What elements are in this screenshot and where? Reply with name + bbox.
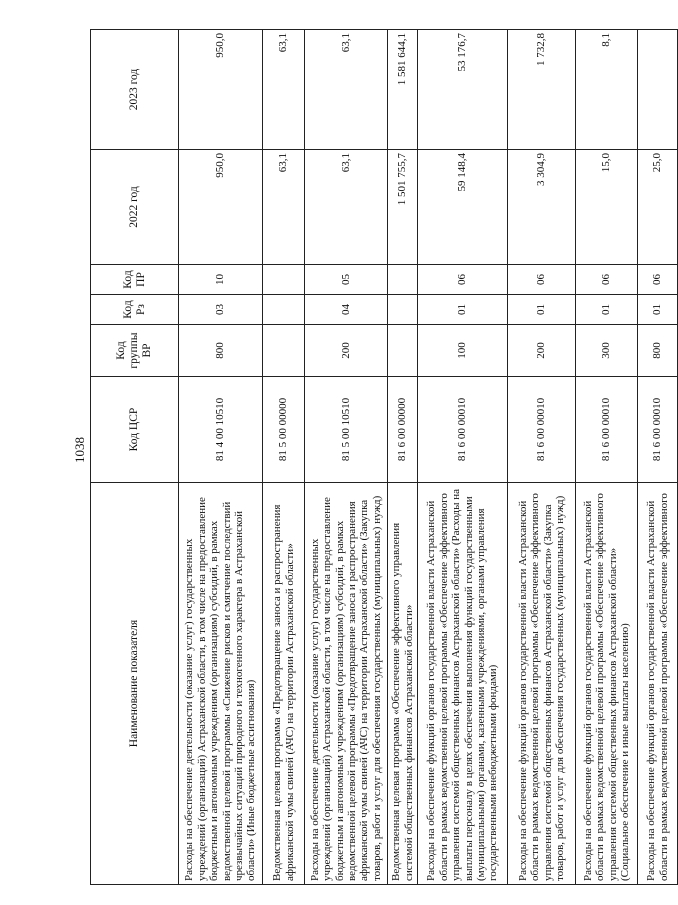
cell-name: Ведомственная целевая программа «Обеспечение эффективного управления системой общественных финансов Астраханской области» (388, 483, 418, 885)
cell-rz: 01 (576, 295, 638, 325)
cell-pr: 05 (305, 265, 388, 295)
rotated-table-wrapper (90, 30, 670, 885)
table-row (263, 30, 305, 885)
cell-name: Расходы на обеспечение функций органов государственной власти Астраханской области в рамках ведомственной целевой программы «Обеспечение эффективного управления системой общественных финансов Астраханской области» (Социальное обеспечение и иные выплаты населению) (576, 483, 638, 885)
page-number: 1038 (72, 437, 87, 463)
cell-rz: 01 (508, 295, 576, 325)
cell-name: Ведомственная целевая программа «Предотвращение заноса и распространения африканской чумы свиней (АЧС) на территории Астраханской области» (263, 483, 305, 885)
cell-name: Расходы на обеспечение функций органов государственной власти Астраханской области в рамках ведомственной целевой программы «Обеспечение эффективного управления системой общественных финансов Астраханской области» (Расходы на выплаты персоналу в целях обеспечения выполнения функций государственными (муниципальными) органами, казенными учреждениями, органами управления государственными внебюджетными фондами) (418, 483, 508, 885)
cell-pr (388, 265, 418, 295)
table-row (388, 30, 418, 885)
cell-csr: 81 6 00 00010 (638, 377, 678, 483)
table-row (576, 30, 638, 885)
cell-name: Расходы на обеспечение деятельности (оказание услуг) государственных учреждений (организаций) Астраханской области, в том числе на предоставление бюджетным и автономным учреждениям (организациям) субсидий, в рамках ведомственной целевой программы «Предотвращение заноса и распространения африканской чумы свиней (АЧС) на территории Астраханской области» (Закупка товаров, работ и услуг для обеспечения государственных (муниципальных) нужд) (305, 483, 388, 885)
cell-2023: 8,1 (576, 30, 638, 150)
cell-rz: 01 (638, 295, 678, 325)
cell-rz: 04 (305, 295, 388, 325)
cell-name: Расходы на обеспечение функций органов государственной власти Астраханской области в рамках ведомственной целевой программы «Обеспечение эффективного (638, 483, 678, 885)
header-2022: 2022 год (91, 150, 179, 265)
header-rz: Код Рз (91, 295, 179, 325)
table-row (305, 30, 388, 885)
cell-pr (263, 265, 305, 295)
cell-pr: 06 (638, 265, 678, 295)
cell-pr: 06 (576, 265, 638, 295)
cell-vr: 800 (179, 325, 263, 377)
table-row (179, 30, 263, 885)
cell-2023: 63,1 (263, 30, 305, 150)
header-2023: 2023 год (91, 30, 179, 150)
cell-pr: 06 (418, 265, 508, 295)
cell-2022: 63,1 (263, 150, 305, 265)
cell-2023: 1 732,8 (508, 30, 576, 150)
cell-csr: 81 5 00 10510 (305, 377, 388, 483)
cell-vr (388, 325, 418, 377)
table-row (418, 30, 508, 885)
cell-pr: 06 (508, 265, 576, 295)
cell-vr: 200 (305, 325, 388, 377)
table-row (638, 30, 678, 885)
budget-table (90, 29, 678, 885)
cell-vr (263, 325, 305, 377)
cell-2022: 15,0 (576, 150, 638, 265)
header-pr: Код ПР (91, 265, 179, 295)
cell-name: Расходы на обеспечение деятельности (оказание услуг) государственных учреждений (организаций) Астраханской области, в том числе на предоставление бюджетным и автономным учреждениям (организациям) субсидий, в рамках ведомственной целевой программы «Снижение рисков и смягчение последствий чрезвычайных ситуаций природного и техногенного характера в Астраханской области» (Иные бюджетные ассигнования) (179, 483, 263, 885)
cell-2022: 59 148,4 (418, 150, 508, 265)
cell-name: Расходы на обеспечение функций органов государственной власти Астраханской области в рамках ведомственной целевой программы «Обеспечение эффективного управления системой общественных финансов Астраханской области» (Закупка товаров, работ и услуг для обеспечения государственных (муниципальных) нужд) (508, 483, 576, 885)
header-csr: Код ЦСР (91, 377, 179, 483)
cell-2022: 63,1 (305, 150, 388, 265)
cell-vr: 800 (638, 325, 678, 377)
cell-csr: 81 6 00 00010 (418, 377, 508, 483)
cell-2022: 3 304,9 (508, 150, 576, 265)
cell-rz: 01 (418, 295, 508, 325)
cell-csr: 81 5 00 00000 (263, 377, 305, 483)
cell-pr: 10 (179, 265, 263, 295)
cell-csr: 81 6 00 00010 (576, 377, 638, 483)
cell-vr: 100 (418, 325, 508, 377)
cell-2022: 1 501 755,7 (388, 150, 418, 265)
cell-2022: 25,0 (638, 150, 678, 265)
cell-csr: 81 4 00 10510 (179, 377, 263, 483)
cell-csr: 81 6 00 00010 (508, 377, 576, 483)
header-name: Наименование показателя (91, 483, 179, 885)
cell-rz: 03 (179, 295, 263, 325)
table-row (508, 30, 576, 885)
cell-2023: 53 176,7 (418, 30, 508, 150)
cell-2022: 950,0 (179, 150, 263, 265)
cell-2023: 1 581 644,1 (388, 30, 418, 150)
cell-2023: 950,0 (179, 30, 263, 150)
cell-csr: 81 6 00 00000 (388, 377, 418, 483)
cell-rz (388, 295, 418, 325)
header-vr: Код группы ВР (91, 325, 179, 377)
cell-2023: 63,1 (305, 30, 388, 150)
cell-2023 (638, 30, 678, 150)
cell-rz (263, 295, 305, 325)
table-header-row (91, 30, 179, 885)
cell-vr: 200 (508, 325, 576, 377)
cell-vr: 300 (576, 325, 638, 377)
